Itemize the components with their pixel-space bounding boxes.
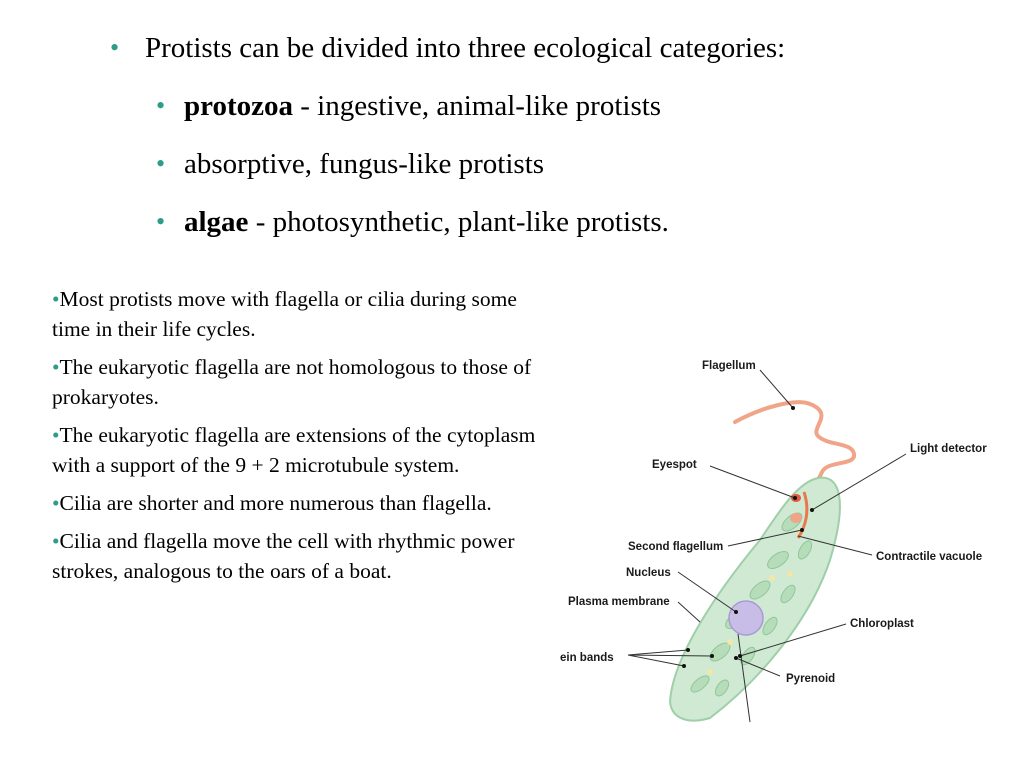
note-bullet-icon: • bbox=[52, 529, 60, 553]
bullet-protozoa-term: protozoa bbox=[184, 90, 294, 122]
label-light-detector: Light detector bbox=[910, 443, 987, 455]
label-nucleus: Nucleus bbox=[626, 567, 671, 579]
label-contractile-vacuole: Contractile vacuole bbox=[876, 551, 983, 563]
note-item bbox=[52, 284, 542, 344]
note-item bbox=[52, 420, 542, 480]
bullet-dot-icon: • bbox=[156, 91, 166, 120]
top-bullet-list bbox=[110, 28, 1010, 260]
label-protein-bands: ein bands bbox=[560, 652, 614, 664]
bullet-absorptive-text: absorptive, fungus-like protists bbox=[184, 148, 545, 180]
notes-list bbox=[52, 284, 542, 594]
note-bullet-icon: • bbox=[52, 355, 60, 379]
bullet-algae bbox=[110, 202, 1010, 260]
note-bullet-icon: • bbox=[52, 287, 60, 311]
bullet-dot-icon: • bbox=[110, 33, 120, 62]
nucleus-shape bbox=[729, 601, 763, 635]
bullet-protozoa bbox=[110, 86, 1010, 144]
note-text: Cilia are shorter and more numerous than flagella. bbox=[59, 491, 492, 515]
label-eyespot: Eyespot bbox=[652, 459, 697, 471]
flagellum-shape bbox=[735, 402, 854, 492]
bullet-algae-text: - photosynthetic, plant-like protists. bbox=[248, 206, 669, 238]
bullet-protozoa-text: - ingestive, animal-like protists bbox=[293, 90, 662, 122]
label-flagellum: Flagellum bbox=[702, 360, 756, 372]
euglena-diagram bbox=[560, 350, 1024, 730]
note-item bbox=[52, 488, 542, 518]
bullet-dot-icon: • bbox=[156, 207, 166, 236]
note-text: The eukaryotic flagella are extensions of the cytoplasm with a support of the 9 + 2 microtubule system. bbox=[52, 423, 536, 477]
note-text: Cilia and flagella move the cell with rhythmic power strokes, analogous to the oars of a boat. bbox=[52, 529, 515, 583]
label-chloroplast: Chloroplast bbox=[850, 618, 914, 630]
note-text: The eukaryotic flagella are not homologous to those of prokaryotes. bbox=[52, 355, 532, 409]
bullet-main bbox=[110, 28, 1010, 86]
label-plasma-membrane: Plasma membrane bbox=[568, 596, 670, 608]
note-text: Most protists move with flagella or cilia during some time in their life cycles. bbox=[52, 287, 517, 341]
note-bullet-icon: • bbox=[52, 491, 60, 515]
note-item bbox=[52, 352, 542, 412]
note-bullet-icon: • bbox=[52, 423, 60, 447]
label-pyrenoid: Pyrenoid bbox=[786, 673, 836, 685]
label-second-flagellum: Second flagellum bbox=[628, 541, 724, 553]
contractile-vacuole-shape bbox=[790, 513, 802, 523]
euglena-illustration bbox=[560, 350, 1024, 730]
bullet-algae-term: algae bbox=[184, 206, 249, 238]
bullet-absorptive bbox=[110, 144, 1010, 202]
bullet-main-text: Protists can be divided into three ecological categories: bbox=[145, 32, 786, 64]
bullet-dot-icon: • bbox=[156, 149, 166, 178]
note-item bbox=[52, 526, 542, 586]
